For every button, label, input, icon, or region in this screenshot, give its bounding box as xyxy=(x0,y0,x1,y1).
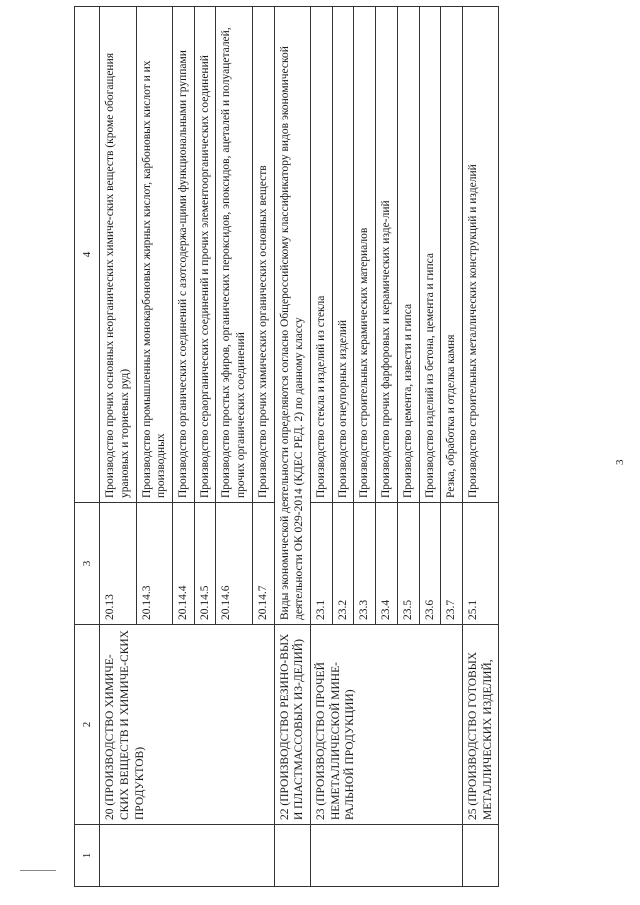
activity-cell: Производство прочих фарфоровых и керамических изде-лий xyxy=(376,7,398,503)
activity-cell: Производство органических соединений с азотсодержа-щими функциональными группами xyxy=(172,7,194,503)
section-cell-25: 25 (ПРОИЗВОДСТВО ГОТОВЫХ МЕТАЛЛИЧЕСКИХ ИЗДЕЛИЙ, xyxy=(463,625,499,825)
section-cell-23: 23 (ПРОИЗВОДСТВО ПРОЧЕЙ НЕМЕТАЛЛИЧЕСКОЙ МИНЕ-РАЛЬНОЙ ПРОДУКЦИИ) xyxy=(310,625,462,825)
header-col-1: 1 xyxy=(75,825,100,887)
code-cell: 20.14.4 xyxy=(172,503,194,625)
code-cell: 23.1 xyxy=(310,503,332,625)
activity-cell: Производство сераорганических соединений и прочих элементоорганических соединений xyxy=(194,7,216,503)
page-number: 3 xyxy=(614,459,626,465)
activity-classification-table xyxy=(74,6,499,887)
code-cell: 23.2 xyxy=(332,503,354,625)
section-cell-22: 22 (ПРОИЗВОДСТВО РЕЗИНО-ВЫХ И ПЛАСТМАССОВЫХ ИЗ-ДЕЛИЙ) xyxy=(274,625,310,825)
code-cell: 20.14.7 xyxy=(252,503,274,625)
merged-note-cell: Виды экономической деятельности определяются согласно Общероссийскому классификатору видов экономической деятельности ОК 029-2014 (КДЕС РЕД. 2) по данному классу xyxy=(274,7,310,625)
code-cell: 20.14.6 xyxy=(216,503,252,625)
code-cell: 23.4 xyxy=(376,503,398,625)
header-col-2: 2 xyxy=(75,625,100,825)
activity-cell: Производство строительных металлических конструкций и изделий xyxy=(463,7,499,503)
code-cell: 23.7 xyxy=(441,503,463,625)
activity-cell: Производство прочих основных неорганических химиче-ских веществ (кроме обогащения урановых и ториевых руд) xyxy=(100,7,136,503)
activity-cell: Производство изделий из бетона, цемента и гипса xyxy=(419,7,441,503)
row-number-cell xyxy=(274,825,310,887)
activity-cell: Производство промышленных монокарбоновых жирных кислот, карбоновых кислот и их производных xyxy=(136,7,172,503)
table-row xyxy=(463,7,499,887)
row-number-cell xyxy=(310,825,462,887)
table-row xyxy=(100,7,136,887)
code-cell: 23.6 xyxy=(419,503,441,625)
activity-cell: Резка, обработка и отделка камня xyxy=(441,7,463,503)
code-cell: 20.13 xyxy=(100,503,136,625)
activity-cell: Производство огнеупорных изделий xyxy=(332,7,354,503)
header-col-3: 3 xyxy=(75,503,100,625)
code-cell: 20.14.5 xyxy=(194,503,216,625)
code-cell: 20.14.3 xyxy=(136,503,172,625)
section-cell-20: 20 (ПРОИЗВОДСТВО ХИМИЧЕ-СКИХ ВЕЩЕСТВ И ХИМИЧЕ-СКИХ ПРОДУКТОВ) xyxy=(100,625,274,825)
table-row xyxy=(310,7,332,887)
scan-edge-mark xyxy=(20,870,56,871)
row-number-cell xyxy=(100,825,274,887)
activity-cell: Производство стекла и изделий из стекла xyxy=(310,7,332,503)
activity-cell: Производство цемента, извести и гипса xyxy=(397,7,419,503)
code-cell: 23.5 xyxy=(397,503,419,625)
row-number-cell xyxy=(463,825,499,887)
table-header-row xyxy=(75,7,100,887)
activity-cell: Производство строительных керамических материалов xyxy=(354,7,376,503)
table-row xyxy=(274,7,310,887)
header-col-4: 4 xyxy=(75,7,100,503)
activity-cell: Производство прочих химических органических основных веществ xyxy=(252,7,274,503)
activity-cell: Производство простых эфиров, органических пероксидов, эпоксидов, ацеталей и полуацеталей, прочих органических соединений xyxy=(216,7,252,503)
code-cell: 23.3 xyxy=(354,503,376,625)
code-cell: 25.1 xyxy=(463,503,499,625)
